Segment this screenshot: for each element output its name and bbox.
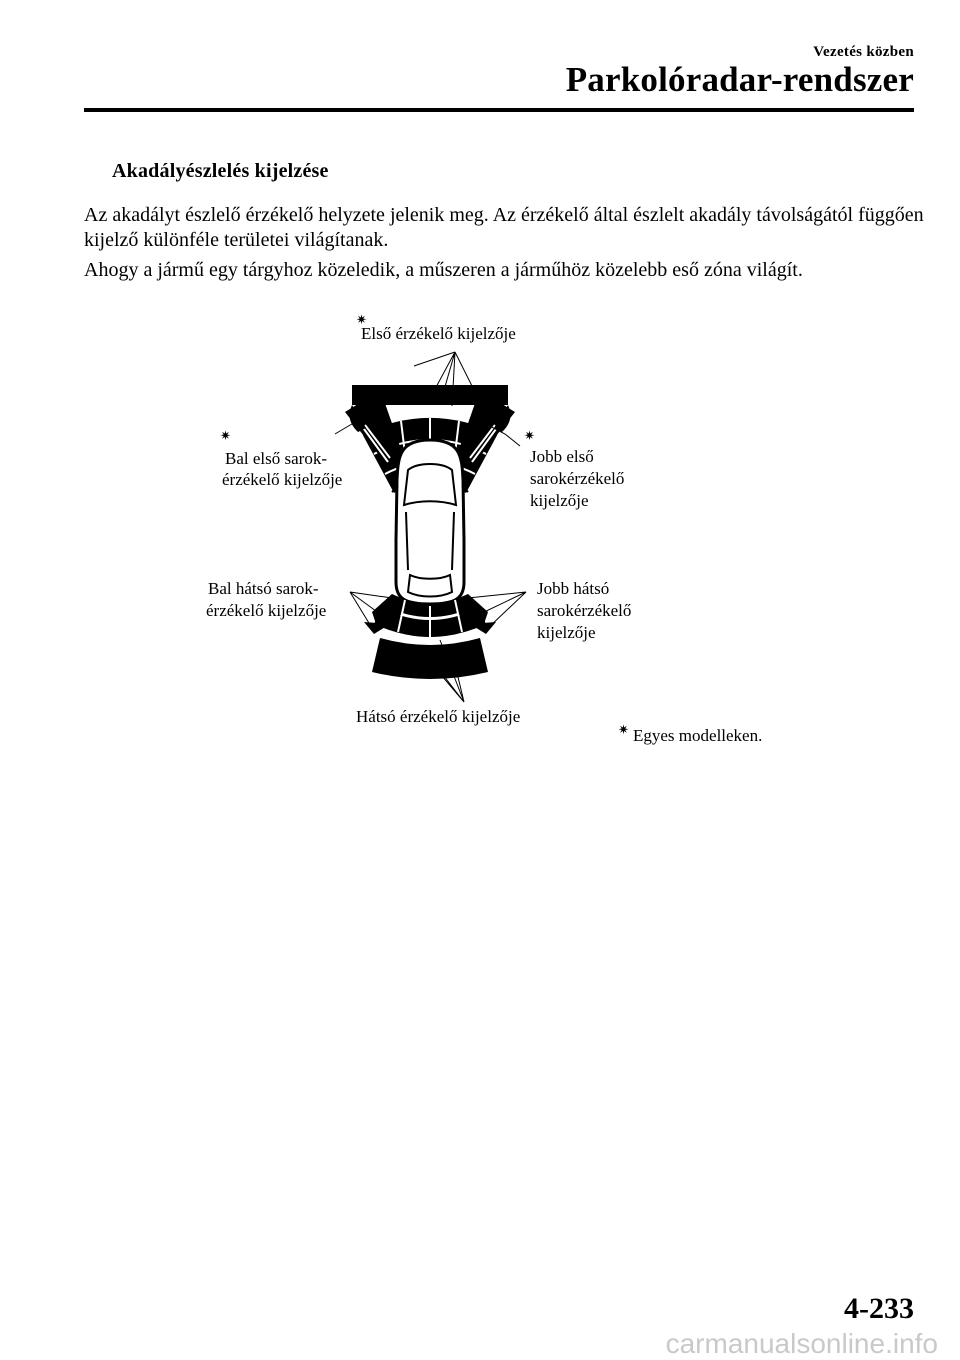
rear-sensor-display <box>372 594 488 679</box>
label-front-right-2: sarokérzékelő <box>530 469 625 488</box>
chapter-title: Vezetés közben <box>813 44 914 60</box>
label-front-right-1: Jobb első <box>530 447 594 466</box>
paragraph-2: Ahogy a jármű egy tárgyhoz közeledik, a műszeren a járműhöz közelebb eső zóna világít. <box>84 259 803 281</box>
car-outline <box>392 440 468 604</box>
watermark: carmanualsonline.info <box>665 1328 938 1359</box>
label-rear-right-1: Jobb hátsó <box>537 579 610 598</box>
label-rear-left-1: Bal hátsó sarok- <box>208 579 319 598</box>
marker-icon: ✷ <box>618 723 629 738</box>
page-number: 4-233 <box>844 1292 914 1325</box>
label-rear-left-2: érzékelő kijelzője <box>206 601 327 620</box>
section-heading: Akadályészlelés kijelzése <box>112 160 329 182</box>
label-rear-right-2: sarokérzékelő <box>537 601 632 620</box>
label-rear-right-3: kijelzője <box>537 623 596 642</box>
marker-icon: ✷ <box>356 313 367 328</box>
label-front-right-3: kijelzője <box>530 491 589 510</box>
marker-icon: ✷ <box>220 429 231 444</box>
footnote: Egyes modelleken. <box>633 726 763 745</box>
label-front-left-2: érzékelő kijelzője <box>222 470 343 489</box>
paragraph-1: Az akadályt észlelő érzékelő helyzete jelenik meg. Az érzékelő által észlelt akadály távolságától függően kijelző különféle területei világítanak. <box>84 204 924 251</box>
label-rear-sensor: Hátsó érzékelő kijelzője <box>356 707 521 726</box>
label-front-left-1: Bal első sarok- <box>225 449 327 468</box>
page-title: Parkolóradar-rendszer <box>565 60 914 99</box>
marker-icon: ✷ <box>524 429 535 444</box>
label-front-sensor: Első érzékelő kijelzője <box>361 324 516 343</box>
